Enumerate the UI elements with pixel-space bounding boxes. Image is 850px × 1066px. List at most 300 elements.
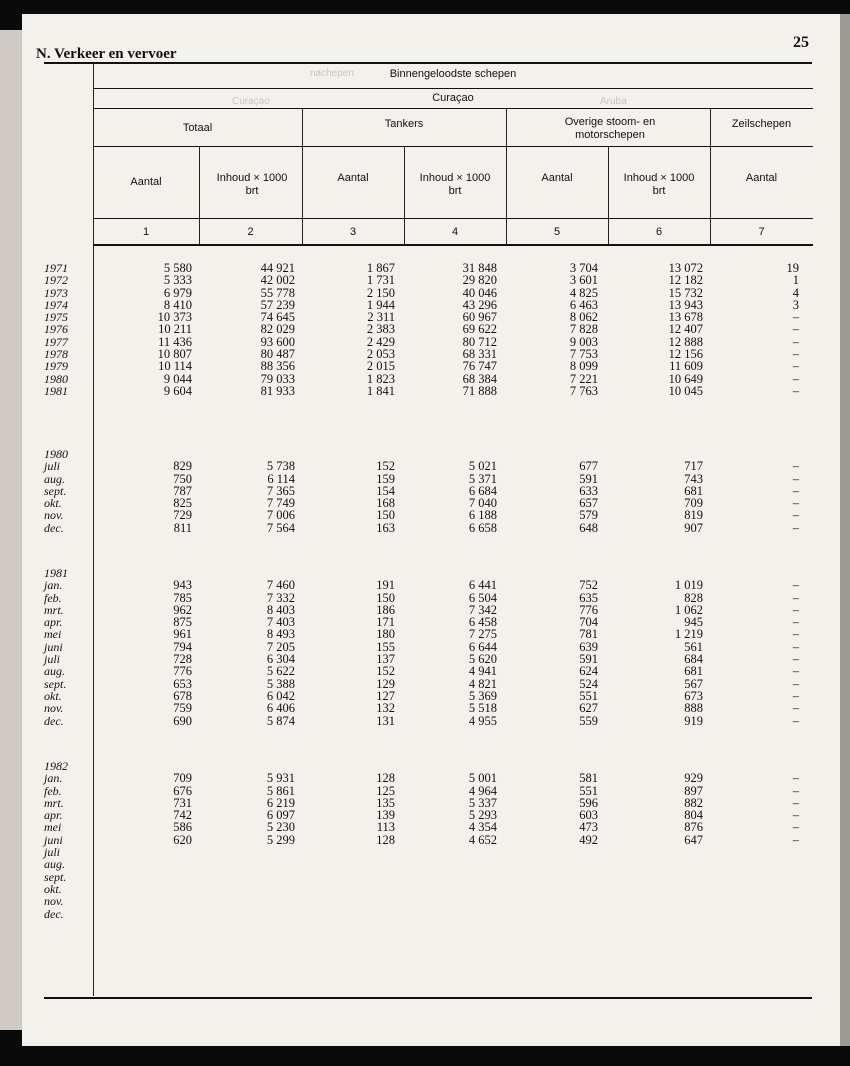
table-cell: – [792,483,799,498]
table-cell: 561 [684,639,703,654]
table-cell: 152 [376,459,395,474]
table-cell: 171 [376,615,395,630]
table-cell: 1 867 [366,261,395,275]
table-cell: 752 [579,578,598,593]
table-cell: 888 [684,701,703,716]
page-edge [840,14,850,1046]
table-cell: 8 403 [266,602,295,617]
table-cell: 191 [376,578,395,593]
table-cell: – [792,322,799,337]
data-column-c5 [510,448,598,534]
table-cell: 742 [173,808,192,823]
table-cell: 728 [173,652,192,667]
col-number: 2 [247,226,254,238]
table-cell: 5 021 [468,459,497,474]
table-cell [712,567,799,579]
table-cell: 750 [173,471,192,486]
table-cell: 88 356 [260,359,295,374]
table-cell: 5 001 [468,771,497,786]
table-cell: 681 [684,483,703,498]
table-cell: 163 [376,520,395,535]
col-header: Inhoud × 1000 brt [216,172,288,197]
bleed-through-text: Aruba [600,96,627,107]
rule [93,108,813,109]
row-label: juli [44,459,61,474]
table-cell: 4 652 [468,832,497,847]
data-column-c3 [305,448,395,534]
table-banner: Binnengeloodste schepen [389,68,517,80]
table-cell: 567 [684,676,703,691]
data-column-c6 [612,262,703,397]
data-column-c7 [712,448,799,534]
table-cell: 657 [579,496,598,511]
table-cell: 80 487 [260,347,295,362]
table-cell: 6 114 [267,471,295,486]
table-cell: 709 [684,496,703,511]
bleed-through-text: Curaçao [232,96,270,107]
row-label: okt. [44,496,62,511]
table-cell: 132 [376,701,395,716]
table-cell: – [792,701,799,716]
table-cell: 7 040 [468,496,497,511]
table-cell: 71 888 [462,383,497,398]
table-cell: 1 [792,273,799,288]
table-cell: 759 [173,701,192,716]
table-cell: – [792,639,799,654]
table-cell: 113 [376,820,395,835]
data-column-c7 [712,760,799,846]
table-cell: 11 436 [158,334,192,349]
table-cell: 811 [173,520,192,535]
table-cell: 127 [376,688,395,703]
table-cell: 624 [579,664,598,679]
bottom-rule [44,997,812,999]
table-cell: – [792,795,799,810]
table-cell: 42 002 [260,273,295,288]
row-label: okt. [44,688,62,703]
data-column-c1 [100,448,192,534]
row-label-column [44,448,92,534]
data-column-c4 [410,262,497,397]
data-column-c5 [510,567,598,727]
table-cell: 6 441 [468,578,497,593]
table-cell: 7 753 [569,347,598,362]
table-cell: 11 609 [669,359,703,374]
table-cell: – [792,820,799,835]
column-divider [93,64,94,996]
table-cell: 731 [173,795,192,810]
table-cell: 9 604 [163,383,192,398]
col-number: 7 [758,226,765,238]
table-cell: 787 [173,483,192,498]
table-cell: 919 [684,713,703,728]
table-cell: 12 407 [668,322,703,337]
col-number: 1 [142,226,150,238]
table-cell: 2 015 [366,359,395,374]
table-cell: 653 [173,676,192,691]
table-cell: 6 406 [266,701,295,716]
table-cell: 1 944 [366,297,395,312]
table-cell: 7 403 [266,615,295,630]
table-cell: 7 365 [266,483,295,498]
table-cell: 678 [173,688,192,703]
table-cell: 5 518 [468,701,497,716]
table-cell: 81 933 [260,383,295,398]
table-cell: 76 747 [462,359,497,374]
data-column-c5 [510,262,598,397]
table-cell: 10 649 [668,371,703,386]
table-cell: 80 712 [462,334,497,349]
table-cell: 5 620 [468,652,497,667]
table-cell: 3 601 [569,273,598,288]
table-cell: 10 114 [158,359,192,374]
row-label: okt. [44,881,62,896]
table-cell: 5 371 [468,471,497,486]
rule [93,244,813,246]
table-cell: 43 296 [462,297,497,312]
table-cell: 6 097 [266,808,295,823]
row-label: dec. [44,520,64,535]
row-label: sept. [44,676,67,691]
table-cell: – [792,783,799,798]
row-label: mei [44,627,62,642]
table-cell: 5 230 [266,820,295,835]
table-cell: 5 874 [266,713,295,728]
table-cell: 907 [684,520,703,535]
row-label: apr. [44,808,63,823]
row-label: sept. [44,483,67,498]
row-label: nov. [44,701,64,716]
table-cell: 945 [684,615,703,630]
row-label: 1980 [44,371,68,386]
row-label: 1974 [44,297,68,312]
table-cell: – [792,508,799,523]
table-cell: 882 [684,795,703,810]
table-cell: 829 [173,459,192,474]
table-cell: 150 [376,590,395,605]
table-cell: 6 304 [266,652,295,667]
table-cell: 676 [173,783,192,798]
row-label: 1979 [44,359,68,374]
table-cell: 4 821 [468,676,497,691]
table-cell: – [792,688,799,703]
table-cell: 7 332 [266,590,295,605]
table-cell: 10 373 [157,310,192,325]
table-cell: 524 [579,676,598,691]
table-cell: 69 622 [462,322,497,337]
table-cell: 15 732 [668,285,703,300]
row-label: 1978 [44,347,68,362]
table-cell: 1 841 [366,383,395,398]
rule [93,218,813,219]
table-cell: 125 [376,783,395,798]
table-cell: 559 [579,713,598,728]
table-cell: 4 825 [569,285,598,300]
table-cell: 5 293 [468,808,497,823]
table-cell: 10 807 [157,347,192,362]
row-label: mrt. [44,602,64,617]
table-cell: 579 [579,508,598,523]
data-column-c4 [410,760,497,846]
data-column-c2 [205,567,295,727]
table-cell: 804 [684,808,703,823]
table-cell: 8 099 [569,359,598,374]
table-cell: – [792,627,799,642]
row-label: 1972 [44,273,68,288]
table-cell: 9 003 [569,334,598,349]
table-cell: 6 979 [163,285,192,300]
table-cell: 152 [376,664,395,679]
table-cell: 1 219 [674,627,703,642]
table-cell: 79 033 [260,371,295,386]
row-label-column [44,760,92,920]
table-cell: 31 848 [462,261,497,275]
group-header-totaal: Totaal [182,122,213,134]
table-cell: 1 823 [366,371,395,386]
row-label: juli [44,845,61,860]
table-cell: 776 [173,664,192,679]
table-cell: 155 [376,639,395,654]
row-label: aug. [44,471,65,486]
row-label: 1973 [44,285,68,300]
table-cell: 55 778 [260,285,295,300]
table-cell: – [792,713,799,728]
table-cell: 5 622 [266,664,295,679]
table-cell: 5 931 [266,771,295,786]
table-cell: – [792,676,799,691]
data-column-c6 [612,448,703,534]
table-cell: 647 [684,832,703,847]
table-cell: – [792,578,799,593]
table-cell: – [792,359,799,374]
row-label: sept. [44,869,67,884]
table-cell: 828 [684,590,703,605]
table-cell: 551 [579,783,598,798]
table-cell: 4 [792,285,799,300]
table-cell: – [792,615,799,630]
table-cell: 825 [173,496,192,511]
table-cell: – [792,590,799,605]
row-label: 1971 [44,261,68,275]
row-label: jan. [44,578,63,593]
row-label: 1976 [44,322,68,337]
table-cell: – [792,471,799,486]
table-cell: 159 [376,471,395,486]
rule [93,146,813,147]
table-cell: 943 [173,578,192,593]
table-cell: 10 211 [158,322,192,337]
table-cell: 7 564 [266,520,295,535]
table-cell: 180 [376,627,395,642]
table-cell: 168 [376,496,395,511]
table-cell: – [792,383,799,398]
table-cell: 6 658 [468,520,497,535]
top-rule [44,62,812,64]
table-cell: 7 828 [569,322,598,337]
table-cell: 620 [173,832,192,847]
table-cell: 591 [579,471,598,486]
table-cell: 5 369 [468,688,497,703]
data-column-c2 [205,760,295,846]
table-cell: 1 062 [674,602,703,617]
rule [93,88,813,89]
row-label: aug. [44,664,65,679]
table-cell: 3 [792,297,799,312]
col-header: Inhoud × 1000 brt [419,172,491,197]
row-label: 1981 [44,383,68,398]
table-cell: 13 943 [668,297,703,312]
table-subbanner: Curaçao [432,92,474,104]
binding-spine [0,30,22,1030]
table-cell: 2 429 [366,334,395,349]
bleed-through-text: nachepen [310,68,354,79]
table-cell: 74 645 [260,310,295,325]
table-cell: 875 [173,615,192,630]
data-column-c1 [100,262,192,397]
table-cell: 7 342 [468,602,497,617]
table-cell: 137 [376,652,395,667]
table-cell: 5 738 [266,459,295,474]
table-cell: 729 [173,508,192,523]
table-cell: 5 861 [266,783,295,798]
table-cell: 591 [579,652,598,667]
table-cell: 7 221 [569,371,598,386]
table-cell: 13 678 [668,310,703,325]
table-cell: 6 463 [569,297,598,312]
table-cell: 150 [376,508,395,523]
table-cell: – [792,334,799,349]
table-cell: 29 820 [462,273,497,288]
table-cell: 8 410 [163,297,192,312]
row-label: nov. [44,894,64,909]
table-cell: 135 [376,795,395,810]
table-cell: 776 [579,602,598,617]
row-label: feb. [44,590,62,605]
table-cell: – [792,652,799,667]
table-cell: 709 [173,771,192,786]
table-cell: 633 [579,483,598,498]
col-header: Aantal [130,176,162,188]
table-cell: – [792,602,799,617]
table-cell: 2 383 [366,322,395,337]
table-cell: 961 [173,627,192,642]
table-cell: 7 205 [266,639,295,654]
col-number: 3 [349,226,357,238]
table-cell: 717 [684,459,703,474]
data-column-c3 [305,262,395,397]
table-cell: 186 [376,602,395,617]
table-cell: 5 337 [468,795,497,810]
table-cell: 44 921 [260,261,295,275]
table-cell: 7 006 [266,508,295,523]
data-column-c1 [100,760,192,846]
table-cell: 581 [579,771,598,786]
table-cell: 5 299 [266,832,295,847]
row-label: nov. [44,508,64,523]
table-cell: 897 [684,783,703,798]
table-cell: 12 888 [668,334,703,349]
table-cell: 6 219 [266,795,295,810]
data-column-c1 [100,567,192,727]
table-cell: 7 275 [468,627,497,642]
group-header-overige: Overige stoom- en motorschepen [564,116,656,141]
table-cell: 492 [579,832,598,847]
table-cell: – [792,371,799,386]
table-cell: 139 [376,808,395,823]
table-cell: 154 [376,483,395,498]
data-column-c6 [612,567,703,727]
table-cell: 4 941 [468,664,497,679]
data-column-c2 [205,448,295,534]
table-cell: 6 644 [468,639,497,654]
row-label: 1981 [44,566,68,580]
table-cell: 7 749 [266,496,295,511]
table-cell: 128 [376,832,395,847]
col-header: Aantal [337,172,369,184]
table-cell: 6 188 [468,508,497,523]
table-cell: 677 [579,459,598,474]
table-cell: 4 354 [468,820,497,835]
table-cell: 57 239 [260,297,295,312]
table-cell: 5 333 [163,273,192,288]
table-cell: 129 [376,676,395,691]
row-label: apr. [44,615,63,630]
table-cell: 690 [173,713,192,728]
col-header: Aantal [745,172,778,184]
row-label: 1975 [44,310,68,325]
table-cell: 12 156 [668,347,703,362]
table-cell: 7 460 [266,578,295,593]
table-cell [712,760,799,772]
data-column-c2 [205,262,295,397]
table-cell: 962 [173,602,192,617]
group-header-tankers: Tankers [384,118,424,130]
table-cell: 93 600 [260,334,295,349]
col-number: 5 [553,226,561,238]
table-cell: – [792,310,799,325]
data-column-c5 [510,760,598,846]
table-cell: 2 311 [367,310,395,325]
row-label: juni [44,639,63,654]
table-cell: 7 763 [569,383,598,398]
row-label: aug. [44,857,65,872]
row-label: jan. [44,771,63,786]
table-cell [712,448,799,460]
table-cell: – [792,459,799,474]
table-cell: 684 [684,652,703,667]
row-label: 1977 [44,334,68,349]
table-cell: 6 458 [468,615,497,630]
table-cell: 10 045 [668,383,703,398]
row-label: juni [44,832,63,847]
table-cell: 473 [579,820,598,835]
table-cell: 627 [579,701,598,716]
table-cell: 9 044 [163,371,192,386]
data-column-c3 [305,567,395,727]
table-cell: 60 967 [462,310,497,325]
table-cell: 635 [579,590,598,605]
table-cell: 596 [579,795,598,810]
table-cell: 68 331 [462,347,497,362]
table-cell: 4 955 [468,713,497,728]
data-column-c3 [305,760,395,846]
table-cell: – [792,832,799,847]
table-cell: 1 731 [366,273,395,288]
row-label: 1982 [44,759,68,773]
table-cell: – [792,771,799,786]
row-label-column [44,262,92,397]
page-number: 25 [793,34,809,51]
